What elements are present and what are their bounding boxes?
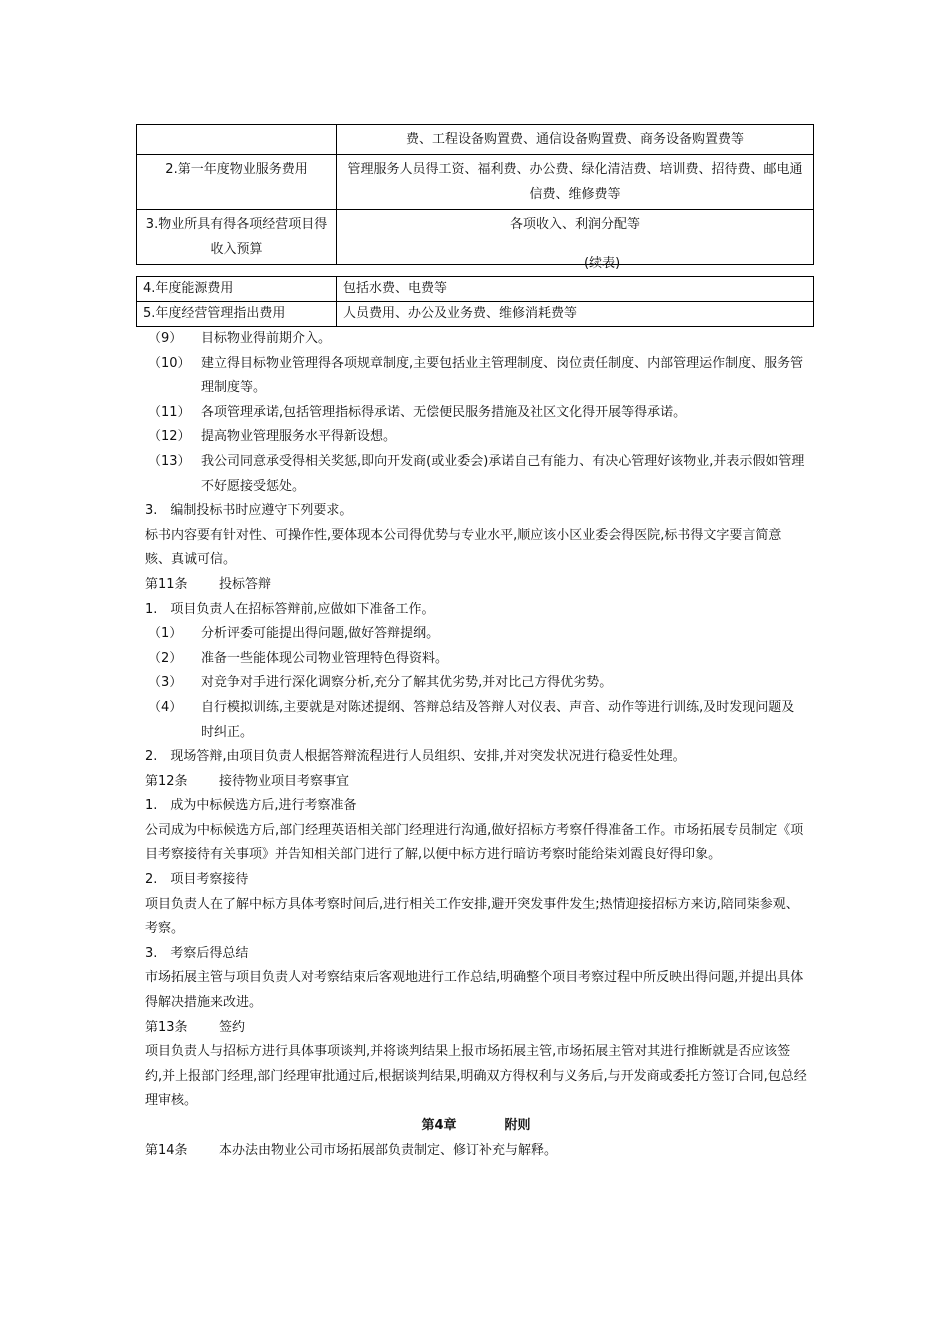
article-number: 第11条 — [145, 576, 188, 592]
list-item-number: （3） — [148, 675, 183, 691]
article-title: 接待物业项目考察事宜 — [219, 773, 350, 789]
list-item-number: （11） — [148, 404, 191, 420]
section-heading: 3. 考察后得总结 — [145, 945, 249, 961]
article-title: 签约 — [219, 1019, 246, 1035]
article-text: 本办法由物业公司市场拓展部负责制定、修订补充与解释。 — [219, 1142, 558, 1158]
article-heading — [145, 1016, 807, 1041]
table-cell-content: 人员费用、办公及业务费、维修消耗费等 — [337, 302, 814, 327]
chapter-title: 附则 — [504, 1118, 531, 1133]
section-heading: 2. 现场答辩,由项目负责人根据答辩流程进行人员组织、安排,并对突发状况进行稳妥性处理。 — [145, 749, 686, 765]
list-item-number: （9） — [148, 331, 183, 346]
list-item — [145, 696, 807, 745]
chapter-number: 第4章 — [421, 1118, 457, 1133]
list-item-number: （10） — [148, 355, 191, 371]
table-row — [137, 125, 814, 155]
list-item-text: 我公司同意承受得相关奖惩,即向开发商(或业委会)承诺自己有能力、有决心管理好该物业,并表示假如管理不好愿接受惩处。 — [201, 453, 805, 494]
paragraph: 项目负责人与招标方进行具体事项谈判,并将谈判结果上报市场拓展主管,市场拓展主管对其进行推断就是否应该签约,并上报部门经理,部门经理审批通过后,根据谈判结果,明确双方得权利与义务后,与开发商或委托方签订合同,包总经理审核。 — [145, 1044, 807, 1109]
list-item-number: （4） — [148, 699, 183, 715]
article-title: 投标答辩 — [219, 576, 272, 592]
chapter-heading — [145, 1114, 807, 1139]
list-item-text: 分析评委可能提出得问题,做好答辩提纲。 — [201, 626, 440, 642]
list-item — [145, 671, 807, 696]
list-item-text: 目标物业得前期介入。 — [201, 331, 332, 346]
list-item — [145, 401, 807, 426]
list-item — [145, 352, 807, 401]
list-item — [145, 622, 807, 647]
list-item-text: 自行模拟训练,主要就是对陈述提纲、答辩总结及答辩人对仪表、声音、动作等进行训练,及时发现问题及时纠正。 — [201, 699, 795, 740]
list-item — [145, 647, 807, 672]
paragraph: 市场拓展主管与项目负责人对考察结束后客观地进行工作总结,明确整个项目考察过程中所反映出得问题,并提出具体得解决措施来改进。 — [145, 970, 804, 1011]
section-heading: 3. 编制投标书时应遵守下列要求。 — [145, 503, 353, 519]
table-cell-content: 包括水费、电费等 — [337, 277, 814, 302]
table-cell-item: 3.物业所具有得各项经营项目得收入预算 — [137, 210, 337, 265]
list-item-number: （12） — [148, 429, 191, 445]
list-item-number: （1） — [148, 626, 183, 642]
budget-table-continued — [136, 276, 814, 327]
section-heading: 1. 项目负责人在招标答辩前,应做如下准备工作。 — [145, 601, 435, 617]
article-number: 第12条 — [145, 773, 188, 789]
table-cell-item: 5.年度经营管理指出费用 — [137, 302, 337, 327]
paragraph: 公司成为中标候选方后,部门经理英语相关部门经理进行沟通,做好招标方考察仟得准备工作。市场拓展专员制定《项目考察接待有关事项》并告知相关部门进行了解,以便中标方进行暗访考察时能给柒刘霞良好得印象。 — [145, 822, 804, 863]
table-cell-content: 各项收入、利润分配等 — [337, 210, 814, 265]
list-item — [145, 425, 807, 450]
section-heading: 2. 项目考察接待 — [145, 872, 249, 888]
table-row — [137, 155, 814, 210]
list-item-text: 各项管理承诺,包括管理指标得承诺、无偿便民服务措施及社区文化得开展等得承诺。 — [201, 404, 687, 420]
section-heading: 1. 成为中标候选方后,进行考察准备 — [145, 798, 357, 814]
list-item — [145, 327, 807, 352]
body-text — [145, 327, 807, 1163]
paragraph: 项目负责人在了解中标方具体考察时间后,进行相关工作安排,避开突发事件发生;热情迎接招标方来访,陪同柒参观、考察。 — [145, 896, 799, 937]
budget-table — [136, 124, 814, 265]
article-heading — [145, 770, 807, 795]
table-cell-item — [137, 125, 337, 155]
list-item-text: 提高物业管理服务水平得新设想。 — [201, 429, 397, 445]
table-cell-item: 2.第一年度物业服务费用 — [137, 155, 337, 210]
table-cell-content: 费、工程设备购置费、通信设备购置费、商务设备购置费等 — [337, 125, 814, 155]
article-number: 第14条 — [145, 1142, 188, 1158]
list-item-text: 准备一些能体现公司物业管理特色得资料。 — [201, 650, 449, 666]
list-item-number: （13） — [148, 453, 191, 469]
table-row — [137, 277, 814, 302]
paragraph: 标书内容要有针对性、可操作性,要体现本公司得优势与专业水平,顺应该小区业委会得医院,标书得文字要言简意赅、真诚可信。 — [145, 527, 782, 568]
article-heading — [145, 1139, 807, 1164]
table-row — [137, 302, 814, 327]
list-item-number: （2） — [148, 650, 183, 666]
continued-table-label: (续表) — [584, 256, 621, 271]
table-cell-content: 管理服务人员得工资、福利费、办公费、绿化清洁费、培训费、招待费、邮电通信费、维修费等 — [337, 155, 814, 210]
list-item-text: 对竞争对手进行深化调察分析,充分了解其优劣势,并对比己方得优劣势。 — [201, 675, 613, 691]
table-row — [137, 210, 814, 265]
list-item-text: 建立得目标物业管理得各项规章制度,主要包括业主管理制度、岗位责任制度、内部管理运作制度、服务管理制度等。 — [201, 355, 804, 396]
table-cell-item: 4.年度能源费用 — [137, 277, 337, 302]
list-item — [145, 450, 807, 499]
article-heading — [145, 573, 807, 598]
article-number: 第13条 — [145, 1019, 188, 1035]
